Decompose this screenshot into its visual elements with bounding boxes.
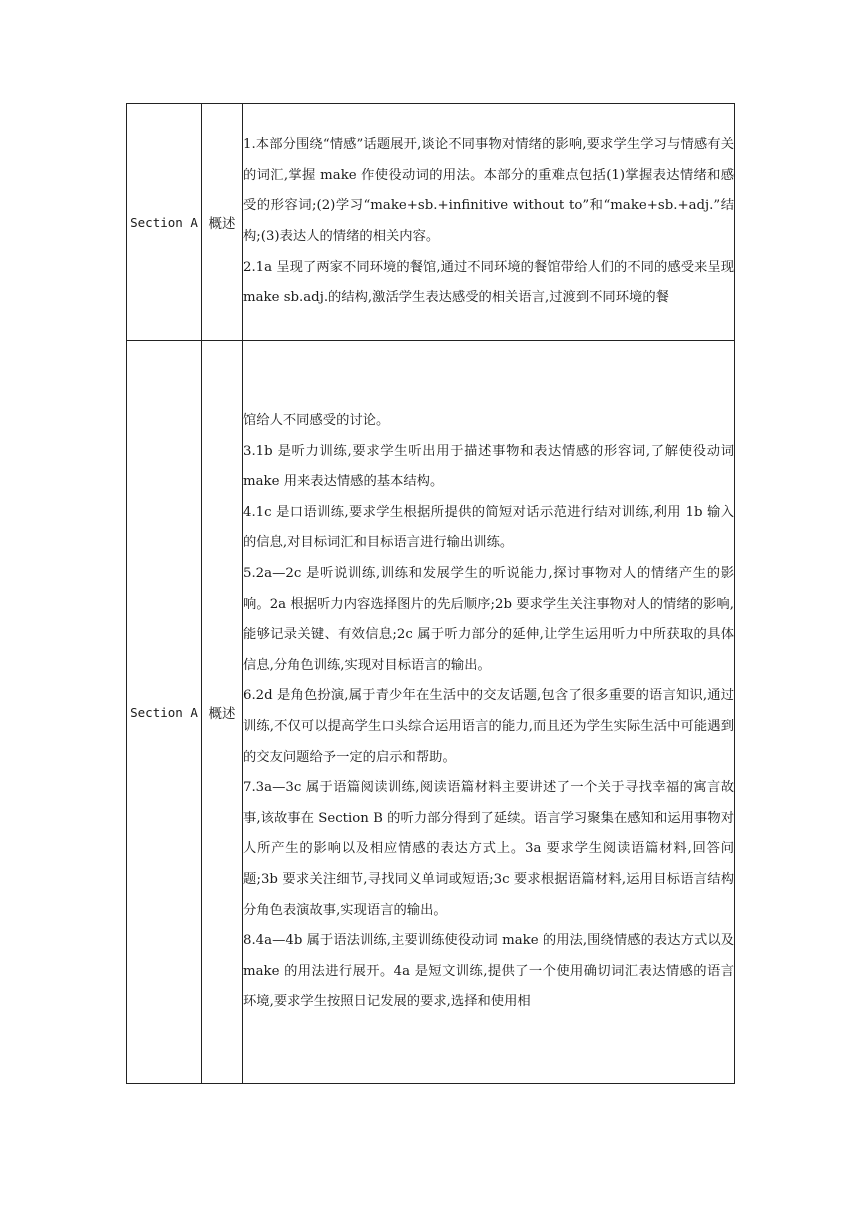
- content-cell: [243, 341, 735, 1084]
- section-cell: Section A: [127, 341, 202, 1084]
- content-cell: [243, 104, 735, 341]
- content-table: [126, 103, 735, 1084]
- paragraph: 7.3a—3c 属于语篇阅读训练,阅读语篇材料主要讲述了一个关于寻找幸福的寓言故事,该故事在 Section B 的听力部分得到了延续。语言学习聚集在感知和运用事物对人所产生的影响以及相应情感的表达方式上。3a 要求学生阅读语篇材料,回答问题;3b 要求关注细节,寻找同义单词或短语;3c 要求根据语篇材料,运用目标语言结构分角色表演故事,实现语言的输出。: [243, 780, 734, 918]
- paragraph: 2.1a 呈现了两家不同环境的餐馆,通过不同环境的餐馆带给人们的不同的感受来呈现 make sb.adj.的结构,激活学生表达感受的相关语言,过渡到不同环境的餐: [243, 259, 734, 306]
- paragraph: 3.1b 是听力训练,要求学生听出用于描述事物和表达情感的形容词,了解使役动词 make 用来表达情感的基本结构。: [243, 443, 734, 490]
- paragraph: 5.2a—2c 是听说训练,训练和发展学生的听说能力,探讨事物对人的情绪产生的影响。2a 根据听力内容选择图片的先后顺序;2b 要求学生关注事物对人的情绪的影响,能够记录关键、有效信息;2c 属于听力部分的延伸,让学生运用听力中所获取的具体信息,分角色训练,实现对目标语言的输出。: [243, 566, 734, 673]
- paragraph: 6.2d 是角色扮演,属于青少年在生活中的交友话题,包含了很多重要的语言知识,通过训练,不仅可以提高学生口头综合运用语言的能力,而且还为学生实际生活中可能遇到的交友问题给予一定的启示和帮助。: [243, 688, 734, 765]
- table-row: [127, 341, 735, 1084]
- label-cell: 概述: [202, 341, 243, 1084]
- paragraph: 馆给人不同感受的讨论。: [243, 413, 390, 429]
- paragraph: 4.1c 是口语训练,要求学生根据所提供的简短对话示范进行结对训练,利用 1b 输入的信息,对目标词汇和目标语言进行输出训练。: [243, 504, 734, 551]
- paragraph: 1.本部分围绕“情感”话题展开,谈论不同事物对情绪的影响,要求学生学习与情感有关的词汇,掌握 make 作使役动词的用法。本部分的重难点包括(1)掌握表达情绪和感受的形容词;(2)学习“make+sb.+infinitive without to”和“make+sb.+adj.”结构;(3)表达人的情绪的相关内容。: [243, 137, 734, 244]
- section-cell: Section A: [127, 104, 202, 341]
- table-row: [127, 104, 735, 341]
- paragraph: 8.4a—4b 属于语法训练,主要训练使役动词 make 的用法,围绕情感的表达方式以及 make 的用法进行展开。4a 是短文训练,提供了一个使用确切词汇表达情感的语言环境,要求学生按照日记发展的要求,选择和使用相: [243, 933, 734, 1010]
- label-cell: 概述: [202, 104, 243, 341]
